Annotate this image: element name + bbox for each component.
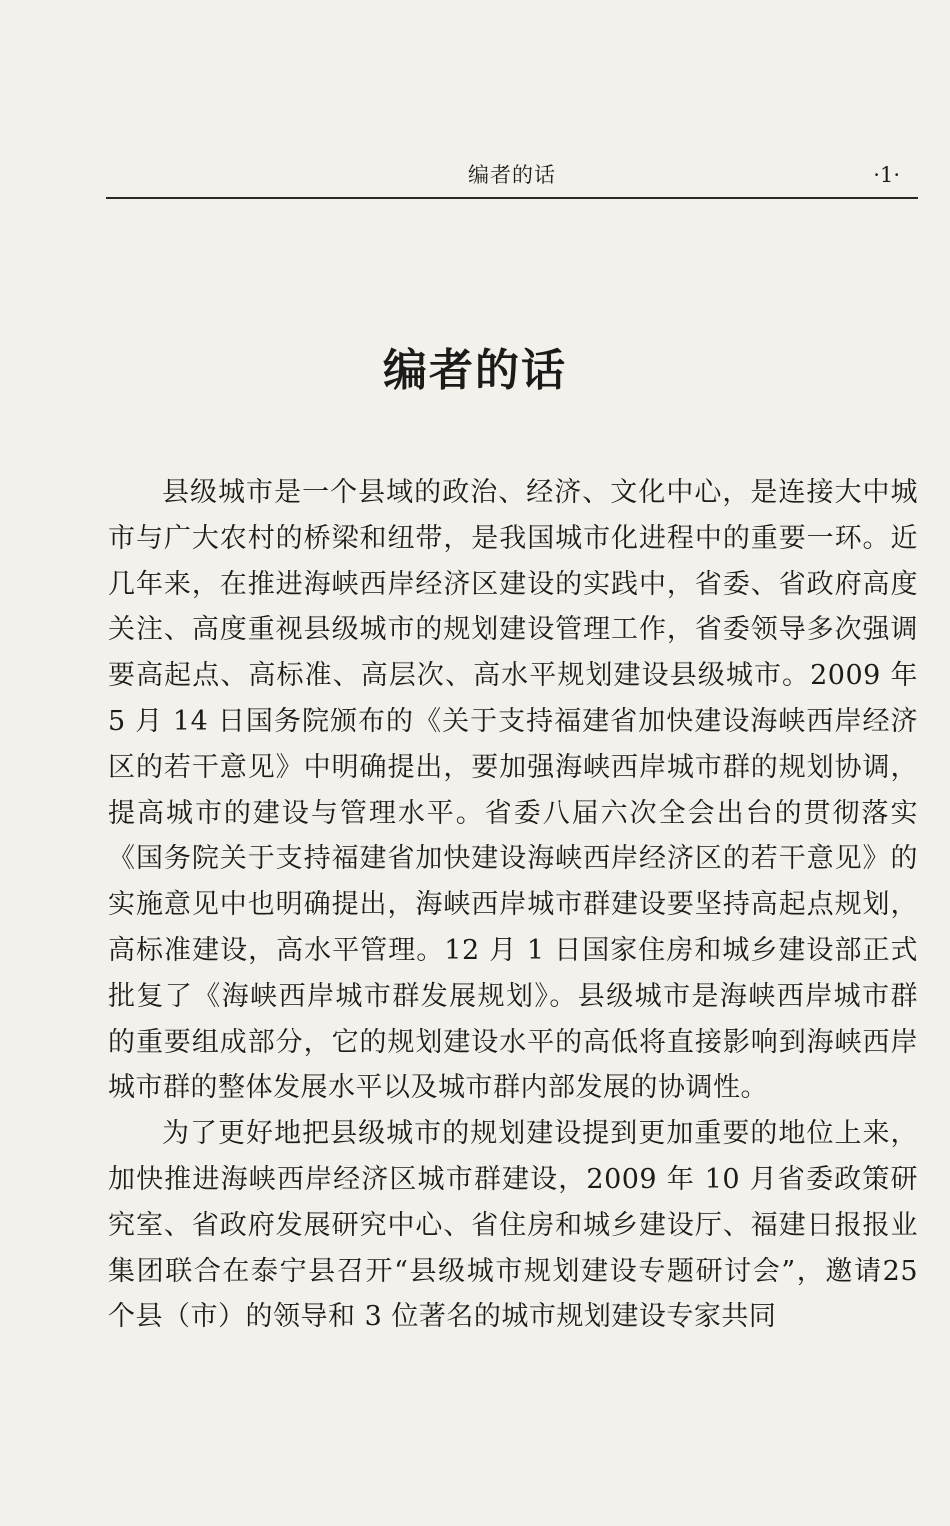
- body-paragraph-1: 县级城市是一个县域的政治、经济、文化中心，是连接大中城市与广大农村的桥梁和纽带，是我国城市化进程中的重要一环。近几年来，在推进海峡西岸经济区建设的实践中，省委、省政府高度关注、高度重视县级城市的规划建设管理工作，省委领导多次强调要高起点、高标准、高层次、高水平规划建设县级城市。2009 年5 月 14 日国务院颁布的《关于支持福建省加快建设海峡西岸经济区的若干意见》中明确提出，要加强海峡西岸城市群的规划协调，提高城市的建设与管理水平。省委八届六次全会出台的贯彻落实《国务院关于支持福建省加快建设海峡西岸经济区的若干意见》的实施意见中也明确提出，海峡西岸城市群建设要坚持高起点规划，高标准建设，高水平管理。12 月 1 日国家住房和城乡建设部正式批复了《海峡西岸城市群发展规划》。县级城市是海峡西岸城市群的重要组成部分，它的规划建设水平的高低将直接影响到海峡西岸城市群的整体发展水平以及城市群内部发展的协调性。: [108, 477, 918, 1104]
- running-header: [106, 160, 918, 194]
- running-title: 编者的话: [468, 163, 556, 187]
- article-title: 编者的话: [383, 345, 567, 397]
- page-number: ·1·: [873, 163, 900, 187]
- article-body: [108, 470, 918, 1340]
- header-rule: [106, 197, 918, 199]
- body-paragraph-2: 为了更好地把县级城市的规划建设提到更加重要的地位上来，加快推进海峡西岸经济区城市群建设，2009 年 10 月省委政策研究室、省政府发展研究中心、省住房和城乡建设厅、福建日报报业集团联合在泰宁县召开“县级城市规划建设专题研讨会”，邀请25 个县（市）的领导和 3 位著名的城市规划建设专家共同: [108, 1118, 918, 1333]
